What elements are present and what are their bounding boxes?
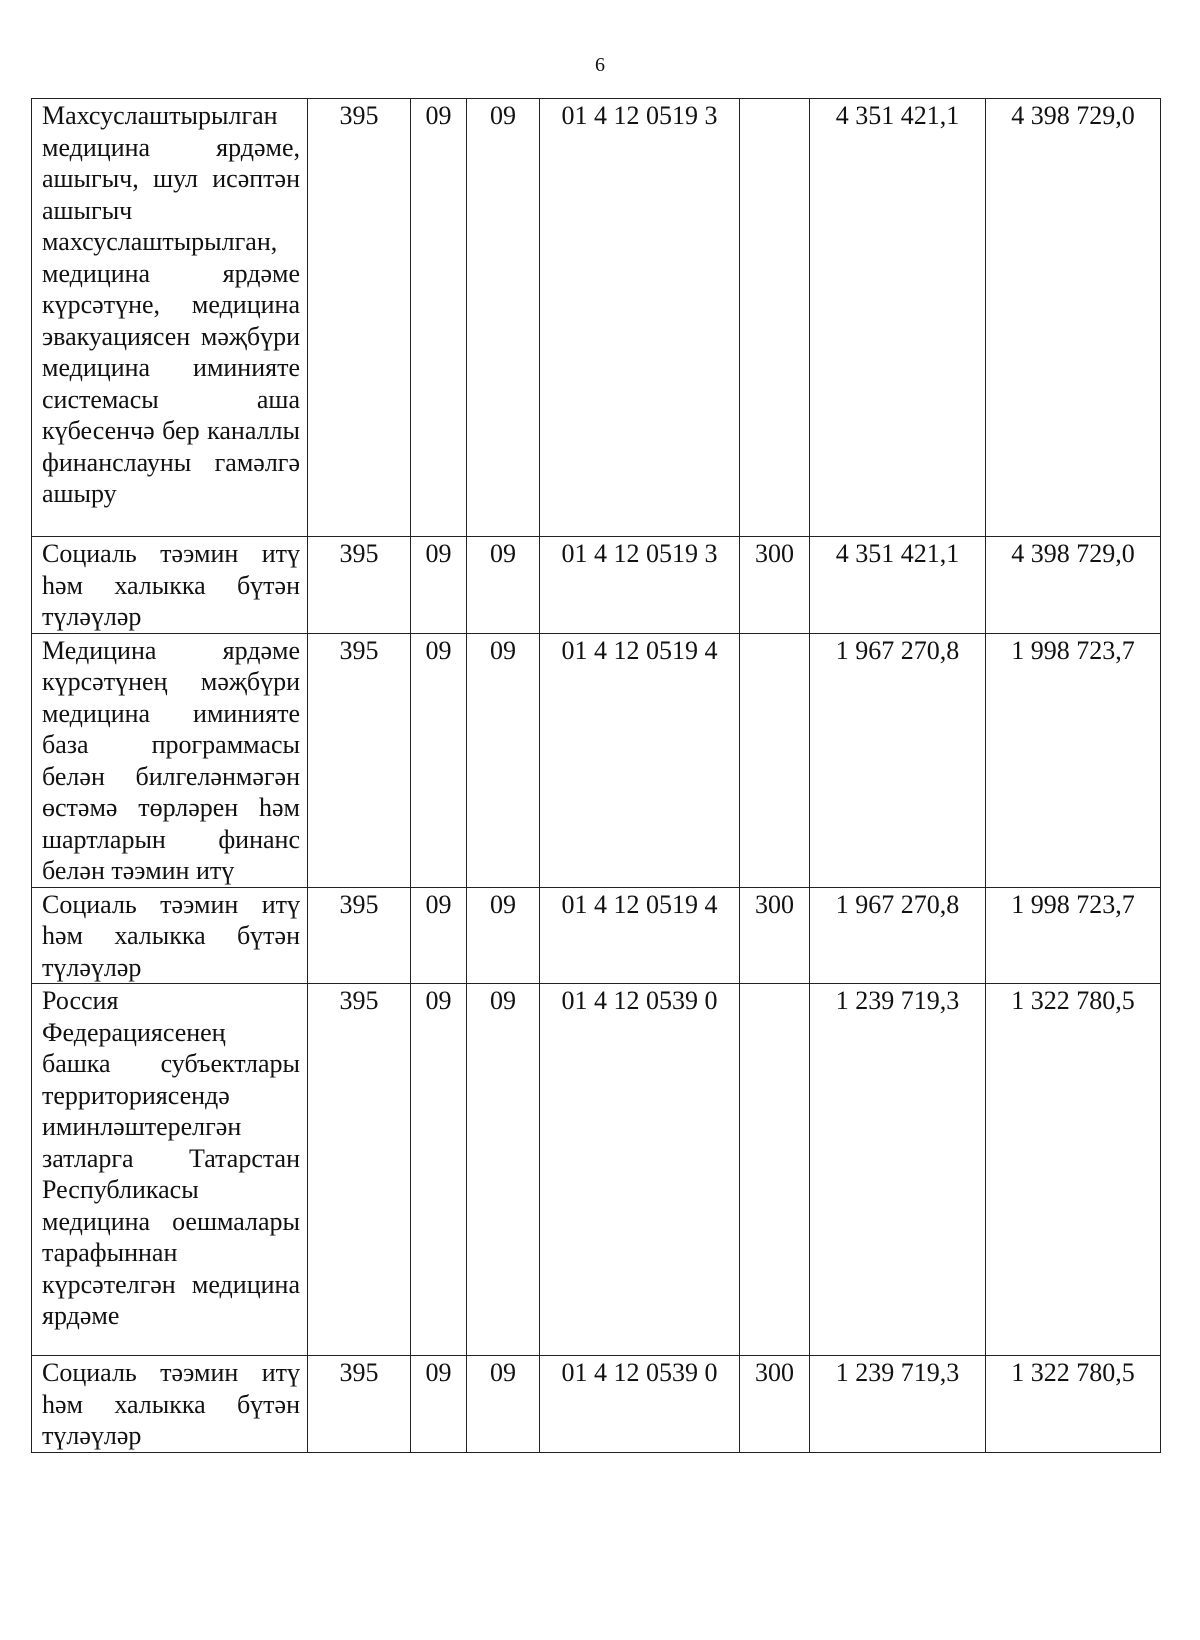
subsection-code: 09: [467, 1356, 540, 1453]
ministry-code: 395: [308, 99, 411, 537]
target-article-code: 01 4 12 0519 3: [540, 99, 740, 537]
row-description: Социаль тәэмин итү һәм халыкка бүтән түләүләр: [32, 537, 308, 634]
target-article-code: 01 4 12 0519 4: [540, 887, 740, 984]
expense-type-code: 300: [740, 537, 810, 634]
table-row: [32, 537, 1161, 634]
table-row: [32, 1356, 1161, 1453]
ministry-code: 395: [308, 537, 411, 634]
section-code: 09: [411, 99, 467, 537]
target-article-code: 01 4 12 0519 3: [540, 537, 740, 634]
amount-year-1: 1 239 719,3: [810, 984, 986, 1356]
row-description: Медицина ярдәме күрсәтүнең мәҗбүри медицина иминияте база программасы белән билгеләнмәгән өстәмә төрләрен һәм шартларын финанс белән тәэмин итү: [32, 633, 308, 887]
amount-year-1: 1 967 270,8: [810, 887, 986, 984]
subsection-code: 09: [467, 99, 540, 537]
section-code: 09: [411, 1356, 467, 1453]
subsection-code: 09: [467, 633, 540, 887]
expense-type-code: [740, 633, 810, 887]
page-number: 6: [595, 54, 605, 76]
section-code: 09: [411, 537, 467, 634]
amount-year-2: 1 322 780,5: [986, 984, 1161, 1356]
subsection-code: 09: [467, 537, 540, 634]
expense-type-code: [740, 99, 810, 537]
ministry-code: 395: [308, 984, 411, 1356]
budget-table: [31, 98, 1161, 1453]
amount-year-2: 1 998 723,7: [986, 633, 1161, 887]
target-article-code: 01 4 12 0539 0: [540, 1356, 740, 1453]
expense-type-code: [740, 984, 810, 1356]
subsection-code: 09: [467, 887, 540, 984]
ministry-code: 395: [308, 1356, 411, 1453]
amount-year-2: 4 398 729,0: [986, 99, 1161, 537]
amount-year-1: 4 351 421,1: [810, 537, 986, 634]
section-code: 09: [411, 887, 467, 984]
expense-type-code: 300: [740, 887, 810, 984]
table-row: [32, 887, 1161, 984]
target-article-code: 01 4 12 0539 0: [540, 984, 740, 1356]
row-description: Социаль тәэмин итү һәм халыкка бүтән түләүләр: [32, 1356, 308, 1453]
amount-year-1: 4 351 421,1: [810, 99, 986, 537]
table-row: [32, 984, 1161, 1356]
row-description: Махсуслаштырылган медицина ярдәме, ашыгыч, шул исәптән ашыгыч махсуслаштырылган, медицина ярдәме күрсәтүне, медицина эвакуациясен мәҗбүри медицина иминияте системасы аша күбесенчә бер каналлы финанслауны гамәлгә ашыру: [32, 99, 308, 537]
amount-year-2: 1 322 780,5: [986, 1356, 1161, 1453]
section-code: 09: [411, 633, 467, 887]
subsection-code: 09: [467, 984, 540, 1356]
amount-year-2: 4 398 729,0: [986, 537, 1161, 634]
ministry-code: 395: [308, 633, 411, 887]
table-row: [32, 99, 1161, 537]
section-code: 09: [411, 984, 467, 1356]
row-description: Россия Федерациясенең башка субъектлары территориясендә иминләштерелгән затларга Татарстан Республикасы медицина оешмалары тарафыннан күрсәтелгән медицина ярдәме: [32, 984, 308, 1356]
ministry-code: 395: [308, 887, 411, 984]
expense-type-code: 300: [740, 1356, 810, 1453]
target-article-code: 01 4 12 0519 4: [540, 633, 740, 887]
amount-year-2: 1 998 723,7: [986, 887, 1161, 984]
row-description: Социаль тәэмин итү һәм халыкка бүтән түләүләр: [32, 887, 308, 984]
amount-year-1: 1 967 270,8: [810, 633, 986, 887]
amount-year-1: 1 239 719,3: [810, 1356, 986, 1453]
table-row: [32, 633, 1161, 887]
